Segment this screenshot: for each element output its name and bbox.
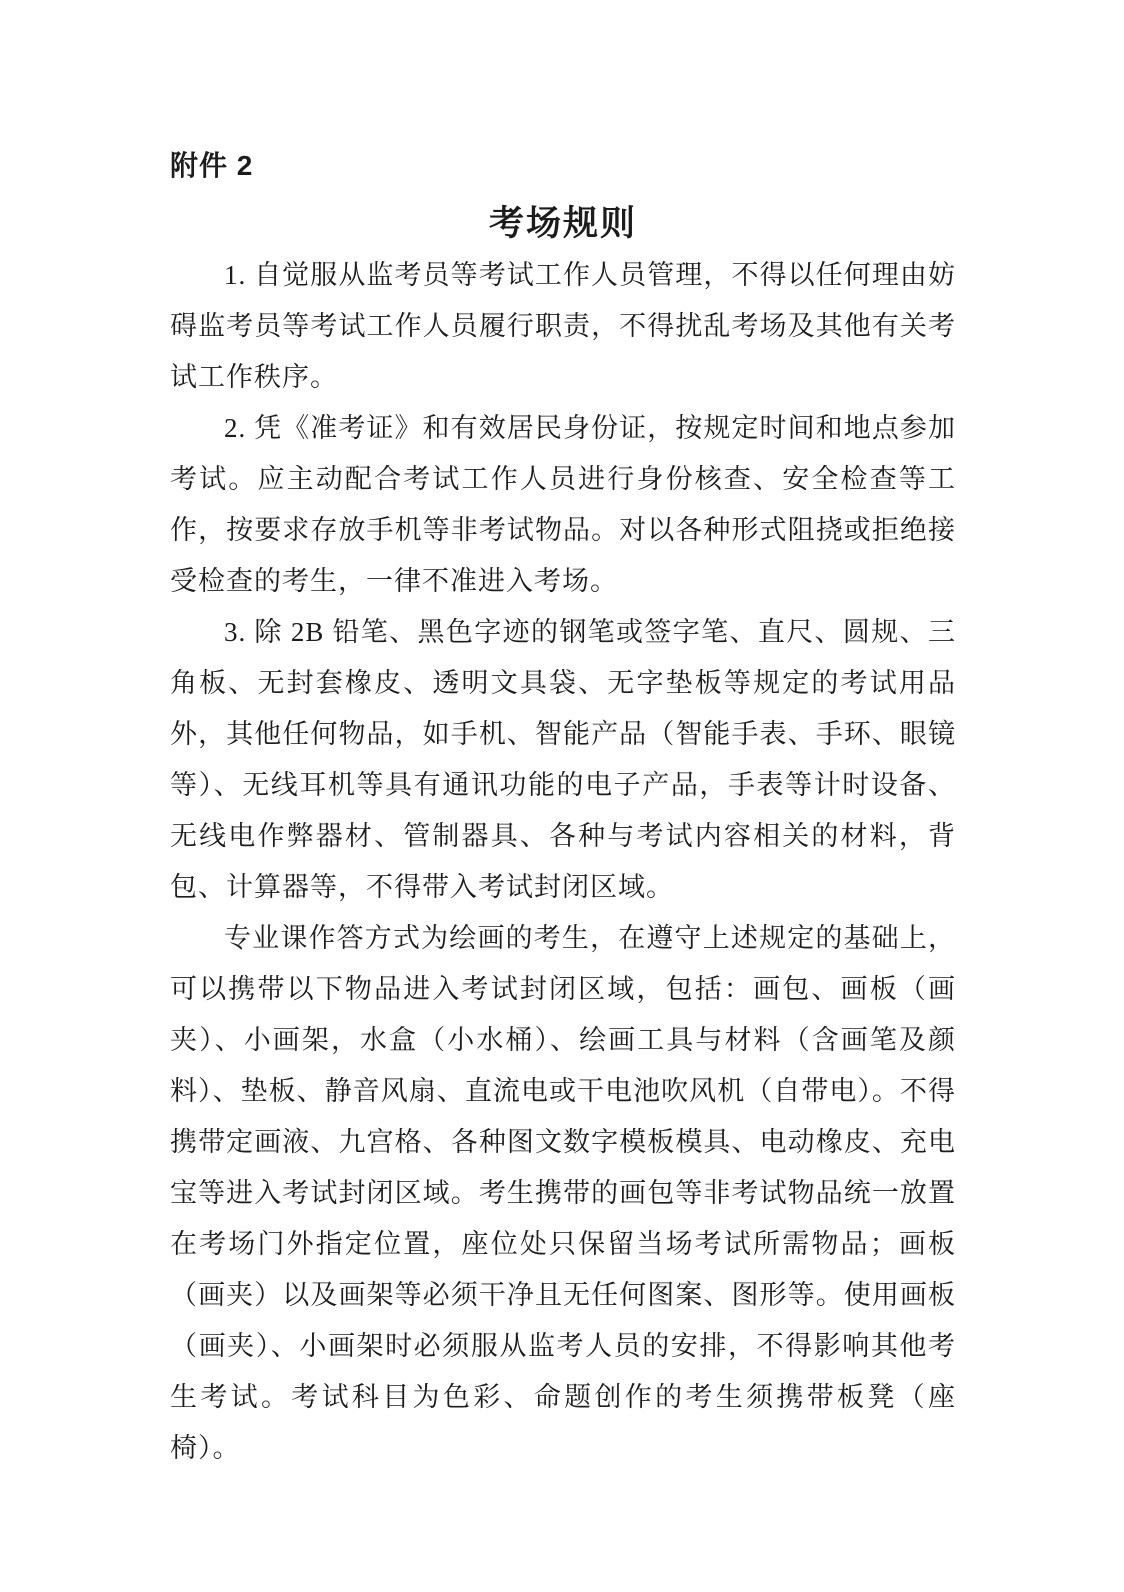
paragraph-rule-2: 2. 凭《准考证》和有效居民身份证，按规定时间和地点参加考试。应主动配合考试工作人员进行身份核查、安全检查等工作，按要求存放手机等非考试物品。对以各种形式阻挠或拒绝接受检查的考生，一律不准进入考场。 xyxy=(170,413,956,596)
paragraph-rule-1: 1. 自觉服从监考员等考试工作人员管理，不得以任何理由妨碍监考员等考试工作人员履行职责，不得扰乱考场及其他有关考试工作秩序。 xyxy=(170,260,956,392)
document-body xyxy=(170,250,956,1474)
paragraph-rule-3-painting-supplement: 专业课作答方式为绘画的考生，在遵守上述规定的基础上，可以携带以下物品进入考试封闭区域，包括：画包、画板（画夹）、小画架，水盒（小水桶）、绘画工具与材料（含画笔及颜料）、垫板、静音风扇、直流电或干电池吹风机（自带电）。不得携带定画液、九宫格、各种图文数字模板模具、电动橡皮、充电宝等进入考试封闭区域。考生携带的画包等非考试物品统一放置在考场门外指定位置，座位处只保留当场考试所需物品；画板（画夹）以及画架等必须干净且无任何图案、图形等。使用画板（画夹）、小画架时必须服从监考人员的安排，不得影响其他考生考试。考试科目为色彩、命题创作的考生须携带板凳（座椅）。 xyxy=(170,923,956,1463)
page-title: 考场规则 xyxy=(488,204,637,243)
paragraph-rule-3: 3. 除 2B 铅笔、黑色字迹的钢笔或签字笔、直尺、圆规、三角板、无封套橡皮、透明文具袋、无字垫板等规定的考试用品外，其他任何物品，如手机、智能产品（智能手表、手环、眼镜等）、无线耳机等具有通讯功能的电子产品，手表等计时设备、无线电作弊器材、管制器具、各种与考试内容相关的材料，背包、计算器等，不得带入考试封闭区域。 xyxy=(170,617,956,902)
attachment-label: 附件 2 xyxy=(170,150,254,181)
